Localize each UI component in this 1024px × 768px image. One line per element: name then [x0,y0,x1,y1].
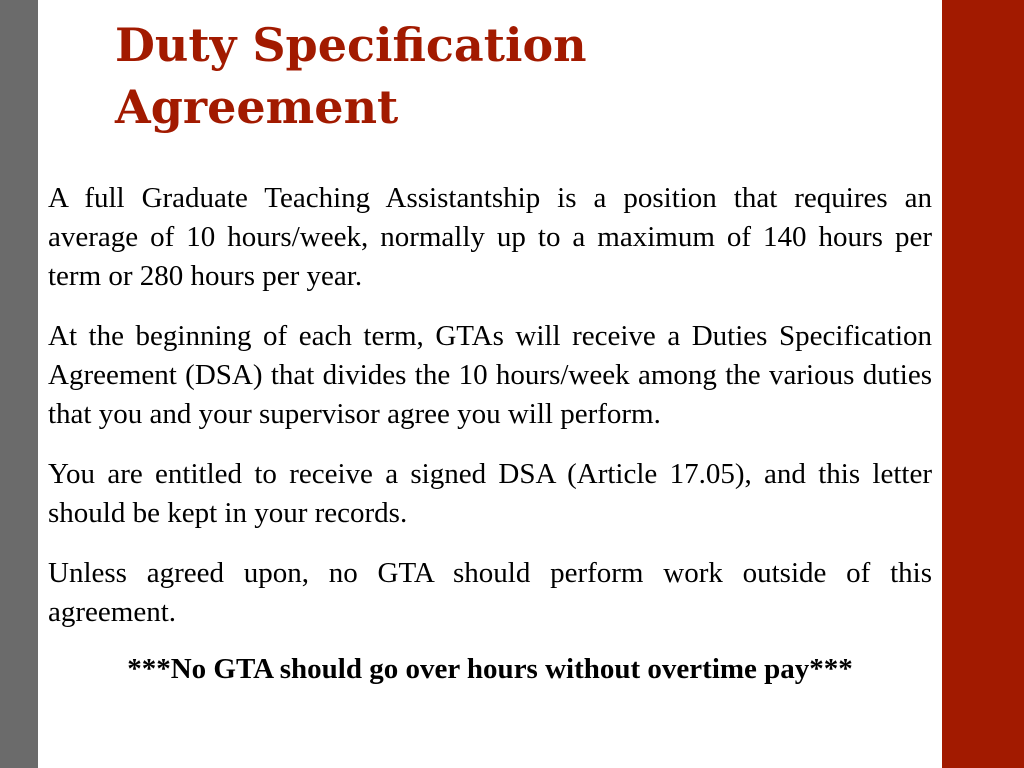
slide-title-line-1: Duty Specification [115,18,587,72]
left-decorative-bar [0,0,38,768]
paragraph-dsa-entitlement: You are entitled to receive a signed DSA (Article 17.05), and this letter should be kept in your records. [48,458,932,529]
paragraph-dsa-receipt: At the beginning of each term, GTAs will receive a Duties Specification Agreement (DSA) that divides the 10 hours/week among the various duties that you and your supervisor agree you will perform. [48,320,932,430]
slide-title-line-2: Agreement [115,80,399,134]
slide-title [115,14,915,138]
overtime-notice: ***No GTA should go over hours without overtime pay*** [127,653,853,685]
paragraph-gta-definition: A full Graduate Teaching Assistantship is a position that requires an average of 10 hours/week, normally up to a maximum of 140 hours per term or 280 hours per year. [48,182,932,292]
right-decorative-bar [942,0,1024,768]
paragraph-work-limits: Unless agreed upon, no GTA should perform work outside of this agreement. [48,557,932,628]
slide-body [48,179,932,689]
